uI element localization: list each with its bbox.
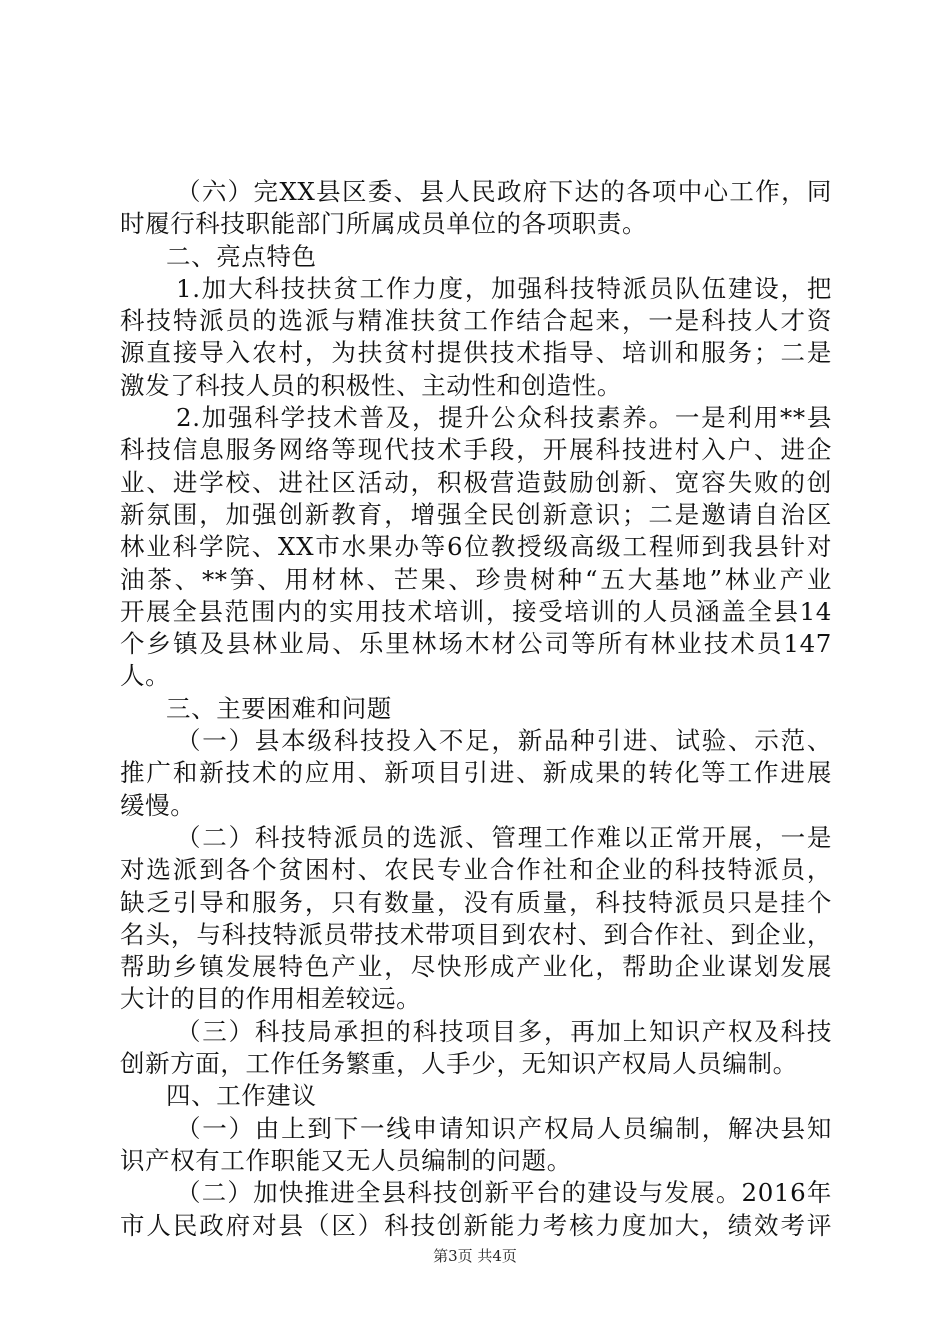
text-line: 创新方面，工作任务繁重，人手少，无知识产权局人员编制。 <box>120 1049 798 1079</box>
text-line: 帮助乡镇发展特色产业，尽快形成产业化，帮助企业谋划发展 <box>120 952 832 982</box>
text-line: （三）科技局承担的科技项目多，再加上知识产权及科技 <box>176 1016 832 1046</box>
document-body <box>120 176 832 1242</box>
text-line: 对选派到各个贫困村、农民专业合作社和企业的科技特派员， <box>120 855 832 885</box>
text-line: 识产权有工作职能又无人员编制的问题。 <box>120 1145 572 1175</box>
text-line: 开展全县范围内的实用技术培训，接受培训的人员涵盖全县14 <box>120 596 832 626</box>
text-line: 源直接导入农村，为扶贫村提供技术指导、培训和服务；二是 <box>120 338 832 368</box>
text-line: 人。 <box>120 661 171 691</box>
text-line: 2.加强科学技术普及，提升公众科技素养。一是利用**县 <box>176 403 832 433</box>
text-line: 名头，与科技特派员带技术带项目到农村、到合作社、到企业， <box>120 919 832 949</box>
text-line: 新氛围，加强创新教育，增强全民创新意识；二是邀请自治区 <box>120 499 832 529</box>
text-line: 市人民政府对县（区）科技创新能力考核力度加大，绩效考评 <box>120 1210 832 1240</box>
text-line: 1.加大科技扶贫工作力度，加强科技特派员队伍建设，把 <box>176 273 832 303</box>
text-line: 时履行科技职能部门所属成员单位的各项职责。 <box>120 209 648 239</box>
text-line: 科技特派员的选派与精准扶贫工作结合起来，一是科技人才资 <box>120 306 832 336</box>
text-line: 业、进学校、进社区活动，积极营造鼓励创新、宽容失败的创 <box>120 467 832 497</box>
text-line: （二）加快推进全县科技创新平台的建设与发展。2016年 <box>176 1178 832 1208</box>
text-line: 缺乏引导和服务，只有数量，没有质量，科技特派员只是挂个 <box>120 887 832 917</box>
page-number-footer: 第3页 共4页 <box>433 1247 517 1265</box>
text-line: 大计的目的作用相差较远。 <box>120 984 422 1014</box>
text-line: 推广和新技术的应用、新项目引进、新成果的转化等工作进展 <box>120 758 832 788</box>
section-heading: 三、主要困难和问题 <box>166 693 392 723</box>
section-heading: 二、亮点特色 <box>166 241 317 271</box>
text-line: 个乡镇及县林业局、乐里林场木材公司等所有林业技术员147 <box>120 629 832 659</box>
text-line: （一）由上到下一线申请知识产权局人员编制，解决县知 <box>176 1113 832 1143</box>
section-heading: 四、工作建议 <box>166 1081 317 1111</box>
text-line: 缓慢。 <box>120 790 196 820</box>
text-line: （六）完XX县区委、县人民政府下达的各项中心工作，同 <box>176 177 832 206</box>
text-line: 油茶、**笋、用材林、芒果、珍贵树种“五大基地”林业产业 <box>120 564 832 594</box>
text-line: 林业科学院、XX市水果办等6位教授级高级工程师到我县针对 <box>120 532 832 562</box>
text-line: （二）科技特派员的选派、管理工作难以正常开展，一是 <box>176 822 832 852</box>
text-line: （一）县本级科技投入不足，新品种引进、试验、示范、 <box>176 726 832 756</box>
text-line: 激发了科技人员的积极性、主动性和创造性。 <box>120 370 622 400</box>
text-line: 科技信息服务网络等现代技术手段，开展科技进村入户、进企 <box>120 435 832 465</box>
